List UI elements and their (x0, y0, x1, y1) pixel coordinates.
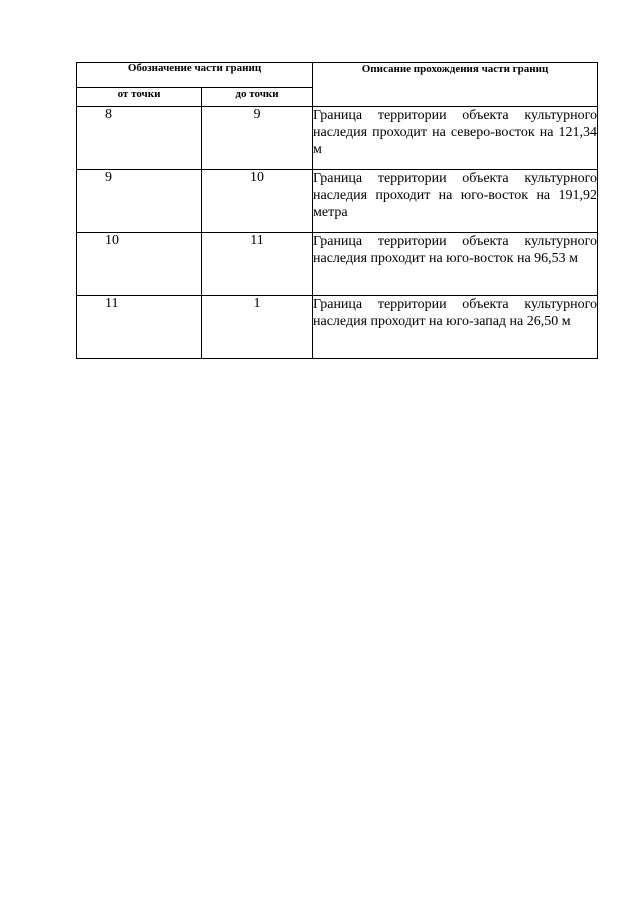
description-cell: Граница территории объекта культурного наследия проходит на юго-восток на 96,53 м (313, 233, 598, 296)
header-from-point: от точки (77, 88, 202, 107)
table-row (77, 107, 598, 170)
boundary-table (76, 62, 598, 359)
from-point-cell: 11 (77, 296, 202, 359)
to-point-cell: 9 (202, 107, 313, 170)
table-row (77, 296, 598, 359)
from-point-cell: 10 (77, 233, 202, 296)
description-cell: Граница территории объекта культурного наследия проходит на юго-запад на 26,50 м (313, 296, 598, 359)
description-cell: Граница территории объекта культурного наследия проходит на юго-восток на 191,92 метра (313, 170, 598, 233)
to-point-cell: 1 (202, 296, 313, 359)
to-point-cell: 11 (202, 233, 313, 296)
from-point-cell: 9 (77, 170, 202, 233)
to-point-cell: 10 (202, 170, 313, 233)
table-row (77, 170, 598, 233)
description-cell: Граница территории объекта культурного наследия проходит на северо-восток на 121,34 м (313, 107, 598, 170)
header-point-designation: Обозначение части границ (77, 63, 313, 88)
header-to-point: до точки (202, 88, 313, 107)
from-point-cell: 8 (77, 107, 202, 170)
header-description: Описание прохождения части границ (313, 63, 598, 107)
table-row (77, 233, 598, 296)
